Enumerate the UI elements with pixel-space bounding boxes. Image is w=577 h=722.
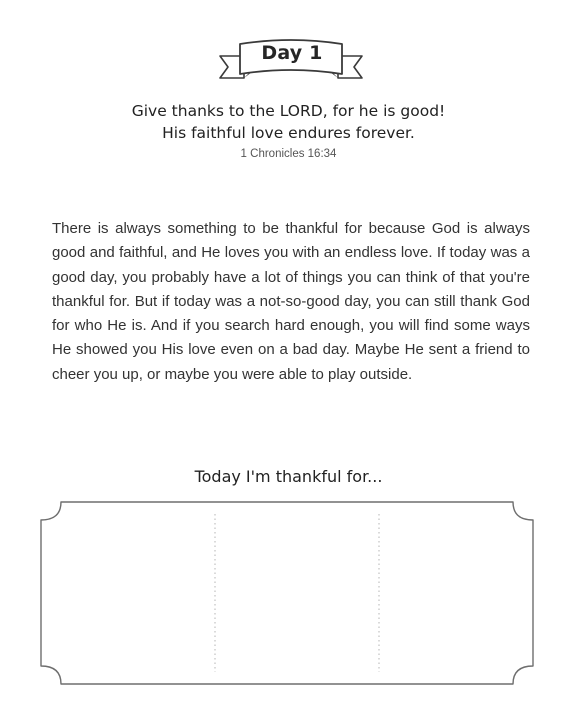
- day-title: Day 1: [261, 42, 323, 64]
- verse-line-1: Give thanks to the LORD, for he is good!: [131, 102, 446, 120]
- verse-line-2: His faithful love endures forever.: [162, 124, 415, 142]
- verse-reference: 1 Chronicles 16:34: [240, 148, 337, 160]
- journal-writing-area[interactable]: [39, 500, 535, 686]
- scripture-verse: [0, 100, 577, 144]
- devotional-paragraph: There is always something to be thankful for because God is always good and faithful, and He loves you with an endless love. If today was a good day, you probably have a lot of things you can think of that you're thankful for. But if today was a not-so-good day, you can still thank God for who He is. And if you search hard enough, you will find some ways He showed you His love even on a bad day. Maybe He sent a friend to cheer you up, or maybe you were able to play outside.: [52, 220, 530, 383]
- day-banner: [216, 34, 366, 90]
- thankful-prompt-heading: Today I'm thankful for...: [194, 467, 383, 486]
- ticket-frame-graphic: [39, 500, 535, 686]
